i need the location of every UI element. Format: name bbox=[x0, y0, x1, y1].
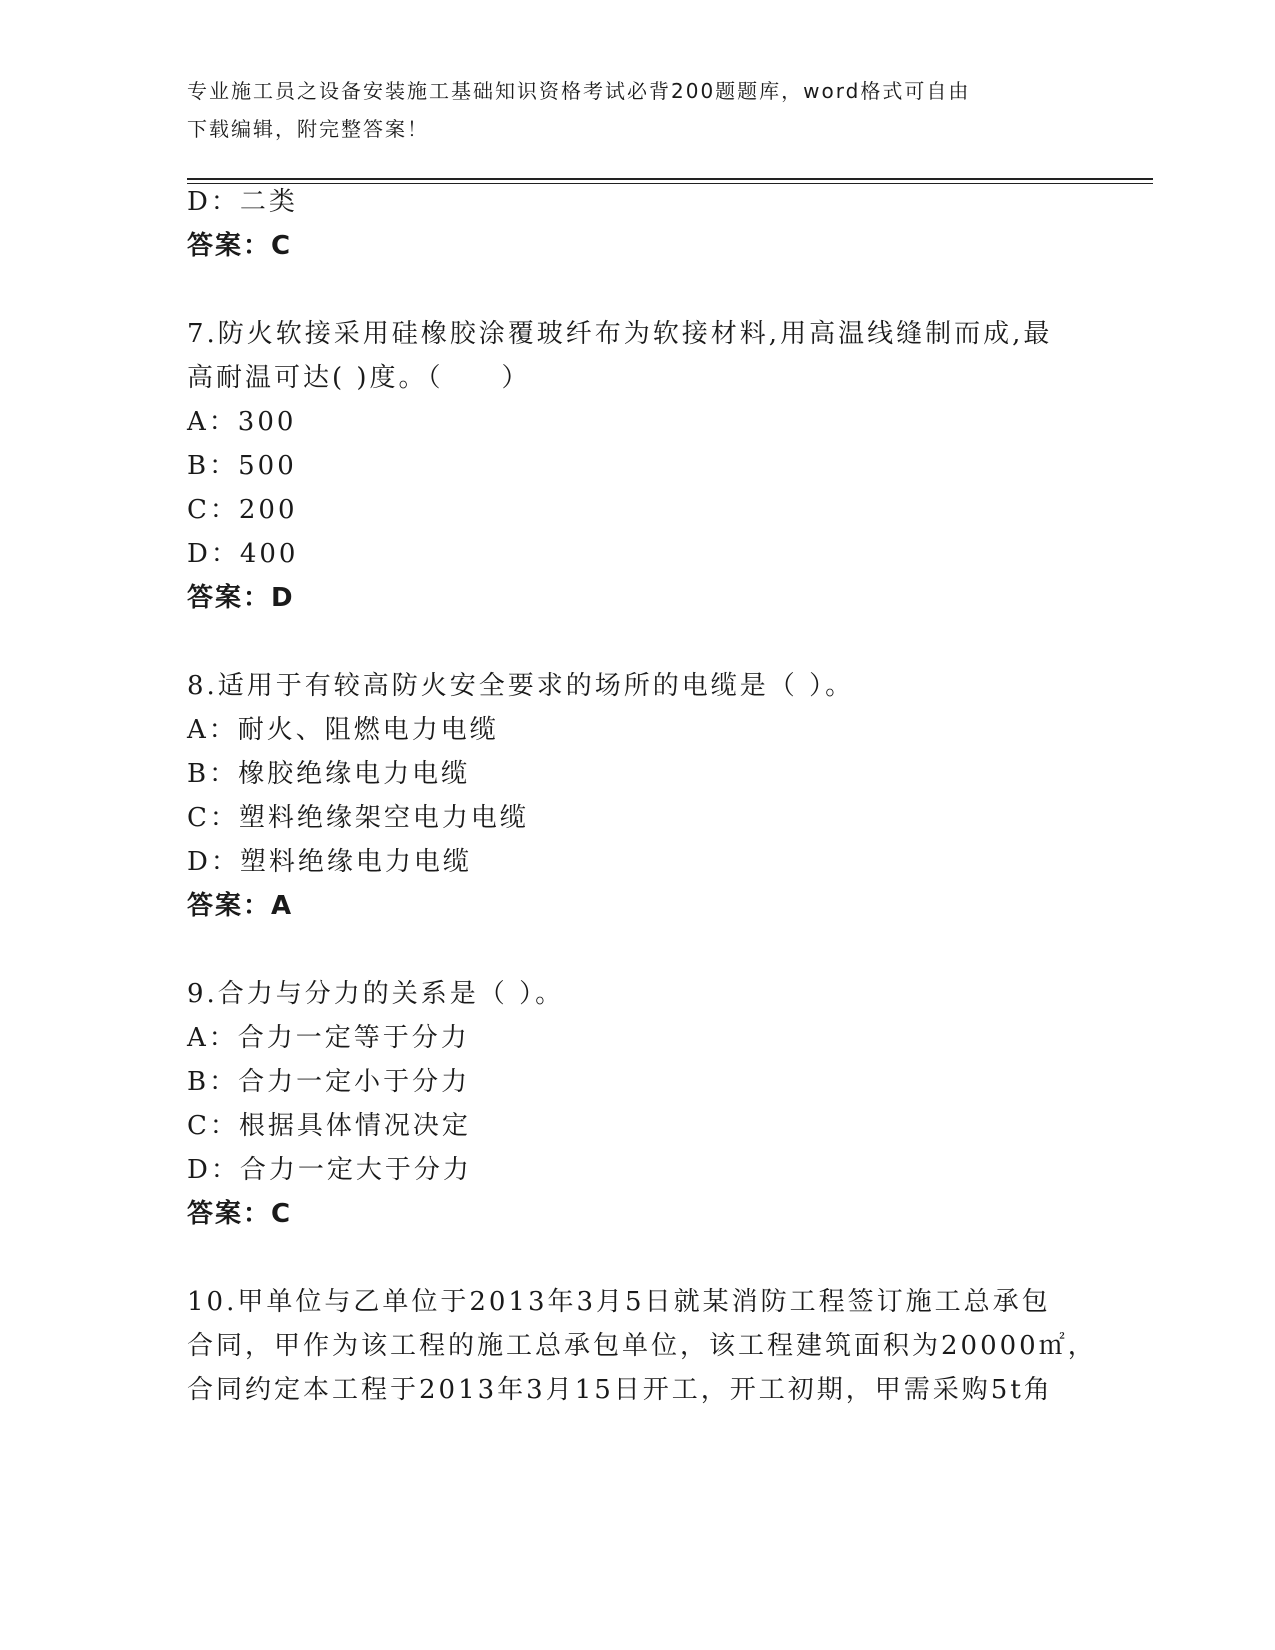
q7-stem-line-2: 高耐温可达( )度。（ ） bbox=[187, 363, 531, 393]
q8-answer: 答案：A bbox=[187, 891, 294, 921]
document-header bbox=[187, 72, 1087, 148]
q7-answer: 答案：D bbox=[187, 583, 295, 613]
q7-option-b: B：500 bbox=[187, 451, 297, 481]
q9-answer: 答案：C bbox=[187, 1199, 293, 1229]
q9-option-a: A：合力一定等于分力 bbox=[187, 1023, 470, 1053]
q8-option-d: D：塑料绝缘电力电缆 bbox=[187, 847, 472, 877]
header-line-1: 专业施工员之设备安装施工基础知识资格考试必背200题题库，word格式可自由 bbox=[187, 79, 971, 103]
q8-option-c: C：塑料绝缘架空电力电缆 bbox=[187, 803, 529, 833]
header-line-2: 下载编辑，附完整答案！ bbox=[187, 117, 429, 141]
q10-stem-line-3: 合同约定本工程于2013年3月15日开工，开工初期，甲需采购5t角 bbox=[187, 1375, 1053, 1405]
prev-answer: 答案：C bbox=[187, 231, 293, 261]
q7-stem-line-1: 7.防火软接采用硅橡胶涂覆玻纤布为软接材料,用高温线缝制而成,最 bbox=[187, 319, 1053, 349]
q7-option-a: A：300 bbox=[187, 407, 297, 437]
q9-option-c: C：根据具体情况决定 bbox=[187, 1111, 471, 1141]
q8-stem-line-1: 8.适用于有较高防火安全要求的场所的电缆是（ ）。 bbox=[187, 671, 855, 701]
q9-option-b: B：合力一定小于分力 bbox=[187, 1067, 471, 1097]
prev-option-d: D：二类 bbox=[187, 187, 298, 217]
q7-option-d: D：400 bbox=[187, 539, 299, 569]
q9-option-d: D：合力一定大于分力 bbox=[187, 1155, 472, 1185]
q10-stem-line-2: 合同，甲作为该工程的施工总承包单位，该工程建筑面积为20000㎡， bbox=[187, 1331, 1097, 1361]
q7-option-c: C：200 bbox=[187, 495, 298, 525]
q8-option-b: B：橡胶绝缘电力电缆 bbox=[187, 759, 471, 789]
q9-stem-line-1: 9.合力与分力的关系是（ ）。 bbox=[187, 979, 565, 1009]
q10-stem-line-1: 10.甲单位与乙单位于2013年3月5日就某消防工程签订施工总承包 bbox=[187, 1287, 1051, 1317]
header-divider-thick bbox=[187, 178, 1153, 180]
q8-option-a: A：耐火、阻燃电力电缆 bbox=[187, 715, 499, 745]
